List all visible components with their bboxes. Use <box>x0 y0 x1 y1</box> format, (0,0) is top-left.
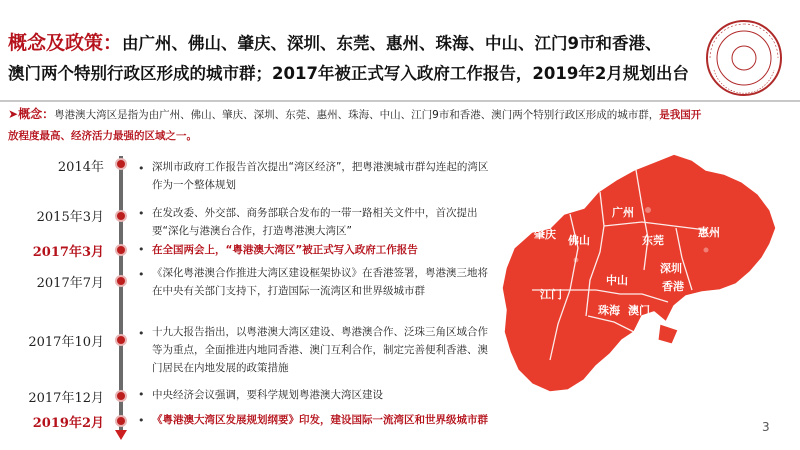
map-label-guangzhou: 广州 <box>612 206 634 219</box>
bullet-icon: • <box>138 388 145 401</box>
bullet-icon: • <box>138 162 145 175</box>
map-label-macau: 澳门 <box>628 304 650 317</box>
timeline-node <box>115 390 127 402</box>
timeline-event: 十九大报告指出，以粤港澳大湾区建设、粤港澳合作、泛珠三角区域合作等为重点，全面推进内地同香港、澳门互利合作，制定完善便利香港、澳门居民在内地发展的政策措施 <box>152 326 488 374</box>
title-line1: 由广州、佛山、肇庆、深圳、东莞、惠州、珠海、中山、江门9市和香港、 <box>122 34 662 53</box>
timeline-year: 2015年3月 <box>36 210 104 225</box>
timeline-event: 深圳市政府工作报告首次提出“湾区经济”，把粤港澳城市群勾连起的湾区作为一个整体规划 <box>152 161 489 191</box>
page-number: 3 <box>762 420 770 434</box>
timeline-year: 2017年7月 <box>36 276 104 291</box>
title-keyword: 概念及政策： <box>8 32 123 54</box>
timeline-node <box>115 158 127 170</box>
timeline-node <box>115 415 127 427</box>
bullet-icon: • <box>138 207 145 220</box>
timeline-year: 2014年 <box>57 160 104 175</box>
concept-marker-icon: ➤ <box>8 107 19 121</box>
map-label-huizhou: 惠州 <box>698 226 720 239</box>
concept-text: 粤港澳大湾区是指为由广州、佛山、肇庆、深圳、东莞、惠州、珠海、中山、江门9市和香港、澳门两个特别行政区形成的城市群， <box>54 109 660 121</box>
concept-label: 概念： <box>18 107 55 121</box>
timeline-event-highlight: 在全国两会上，“粤港澳大湾区”被正式写入政府工作报告 <box>152 244 418 256</box>
concept-highlight: 是我国开放程度最高、经济活力最强的区域之一。 <box>8 109 702 142</box>
timeline-year: 2017年12月 <box>28 391 104 406</box>
bullet-icon: • <box>138 414 145 427</box>
map-label-hongkong: 香港 <box>662 280 684 293</box>
map-label-zhongshan: 中山 <box>606 274 628 287</box>
greater-bay-area-map <box>492 140 784 410</box>
title-divider <box>0 100 800 102</box>
timeline-year-highlight: 2019年2月 <box>32 416 104 431</box>
timeline-node <box>115 275 127 287</box>
timeline-arrow-icon <box>115 430 127 440</box>
timeline-node <box>115 334 127 346</box>
bullet-icon: • <box>138 327 145 340</box>
bullet-icon: • <box>138 268 145 281</box>
map-label-dongguan: 东莞 <box>642 234 664 247</box>
map-label-foshan: 佛山 <box>568 234 590 247</box>
timeline-node <box>115 210 127 222</box>
map-label-shenzhen: 深圳 <box>660 262 682 275</box>
bullet-icon: • <box>138 243 145 256</box>
map-label-jiangmen: 江门 <box>540 288 562 301</box>
timeline-event: 中央经济会议强调，要科学规划粤港澳大湾区建设 <box>152 389 383 401</box>
timeline-year: 2017年10月 <box>28 335 104 350</box>
timeline-node <box>115 244 127 256</box>
china-index-academy-logo <box>704 18 784 98</box>
map-label-zhuhai: 珠海 <box>598 304 620 317</box>
map-label-zhaoqing: 肇庆 <box>534 228 556 241</box>
timeline-event: 在发改委、外交部、商务部联合发布的一带一路相关文件中，首次提出要“深化与港澳台合作，打造粤港澳大湾区” <box>152 207 478 237</box>
page-title <box>8 28 698 89</box>
timeline-event-highlight: 《粤港澳大湾区发展规划纲要》印发，建设国际一流湾区和世界级城市群 <box>152 414 488 426</box>
timeline-year-highlight: 2017年3月 <box>32 245 104 260</box>
timeline-event: 《深化粤港澳合作推进大湾区建设框架协议》在香港签署，粤港澳三地将在中央有关部门支持下，打造国际一流湾区和世界级城市群 <box>152 267 488 297</box>
title-line2: 澳门两个特别行政区形成的城市群；2017年被正式写入政府工作报告，2019年2月规划出台 <box>8 64 689 83</box>
